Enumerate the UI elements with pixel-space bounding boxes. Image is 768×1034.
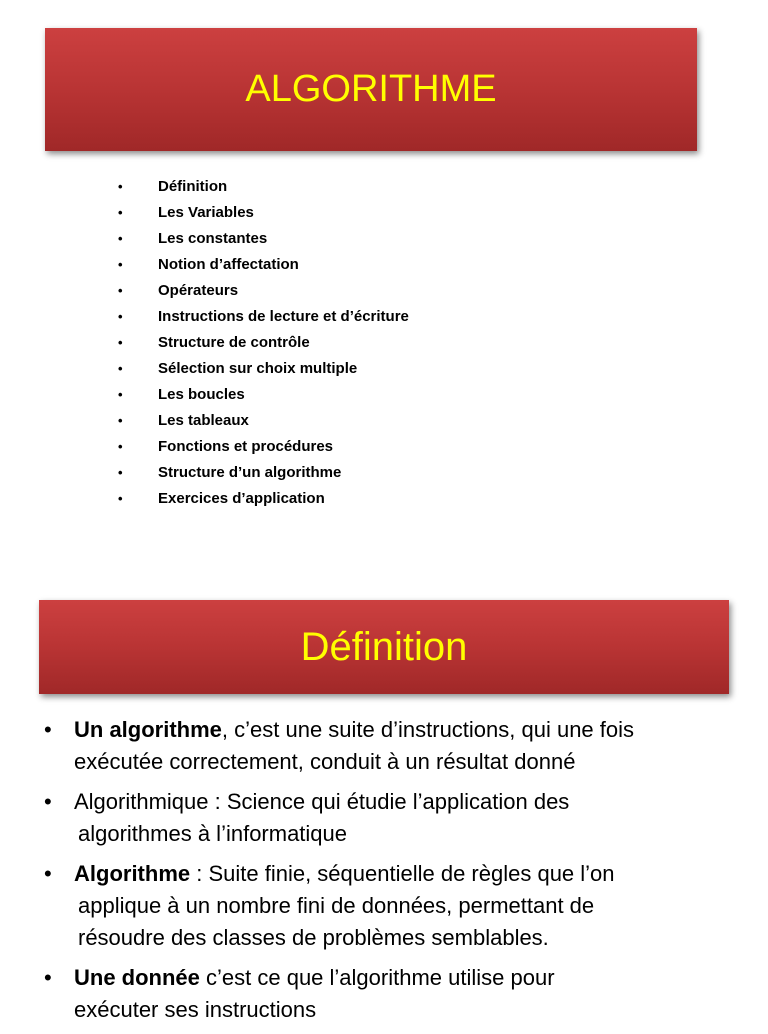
list-item-label: Sélection sur choix multiple	[158, 359, 358, 377]
bullet-icon: •	[118, 308, 123, 324]
list-item	[118, 251, 409, 277]
list-item	[118, 329, 409, 355]
list-item-label: Exercices d’application	[158, 489, 325, 507]
definition-item	[44, 714, 744, 778]
definition-banner	[39, 600, 729, 694]
list-item	[118, 303, 409, 329]
definition-item	[44, 962, 744, 1026]
bullet-icon: •	[118, 178, 123, 194]
definition-text: , c’est une suite d’instructions, qui une fois	[221, 717, 635, 742]
bullet-icon: •	[44, 861, 52, 886]
list-item-label: Notion d’affectation	[158, 255, 299, 273]
term: Un algorithme	[74, 717, 222, 742]
definition-text-cont: applique à un nombre fini de données, permettant de	[78, 893, 595, 918]
list-item-label: Définition	[158, 177, 228, 195]
contents-list	[118, 173, 409, 511]
bullet-icon: •	[118, 464, 123, 480]
slide-title: ALGORITHME	[245, 68, 497, 110]
bullet-icon: •	[118, 334, 123, 350]
list-item	[118, 355, 409, 381]
list-item	[118, 485, 409, 511]
list-item-label: Les tableaux	[158, 411, 249, 429]
list-item-label: Les boucles	[158, 385, 245, 403]
bullet-icon: •	[118, 386, 123, 402]
bullet-icon: •	[44, 717, 52, 742]
definition-text: : Suite finie, séquentielle de règles que l’on	[190, 861, 615, 886]
definition-text: c’est ce que l’algorithme utilise pour	[199, 965, 555, 990]
bullet-icon: •	[118, 412, 123, 428]
bullet-icon: •	[118, 438, 123, 454]
term: Algorithme	[74, 861, 191, 886]
list-item-label: Fonctions et procédures	[158, 437, 334, 455]
list-item	[118, 381, 409, 407]
list-item-label: Structure de contrôle	[158, 333, 310, 351]
definition-text: Algorithmique : Science qui étudie l’application des	[74, 789, 570, 814]
bullet-icon: •	[118, 256, 123, 272]
list-item-label: Opérateurs	[158, 281, 239, 299]
list-item	[118, 225, 409, 251]
list-item-label: Les Variables	[158, 203, 254, 221]
section-title: Définition	[300, 624, 468, 669]
list-item-label: Instructions de lecture et d’écriture	[158, 307, 409, 325]
definition-text-cont: résoudre des classes de problèmes semblables.	[78, 925, 549, 950]
list-item	[118, 459, 409, 485]
definition-list	[44, 714, 744, 1034]
bullet-icon: •	[118, 282, 123, 298]
bullet-icon: •	[44, 965, 52, 990]
definition-text-cont: algorithmes à l’informatique	[78, 821, 348, 846]
bullet-icon: •	[118, 360, 123, 376]
bullet-icon: •	[118, 490, 123, 506]
list-item-label: Structure d’un algorithme	[158, 463, 342, 481]
list-item-label: Les constantes	[158, 229, 268, 247]
definition-item	[44, 786, 744, 850]
definition-text-cont: exécutée correctement, conduit à un résultat donné	[74, 749, 576, 774]
list-item	[118, 407, 409, 433]
title-banner	[45, 28, 697, 151]
list-item	[118, 173, 409, 199]
list-item	[118, 199, 409, 225]
bullet-icon: •	[118, 204, 123, 220]
definition-item	[44, 858, 744, 954]
term: Une donnée	[74, 965, 200, 990]
bullet-icon: •	[44, 789, 52, 814]
list-item	[118, 277, 409, 303]
definition-text-cont: exécuter ses instructions	[74, 997, 317, 1022]
bullet-icon: •	[118, 230, 123, 246]
list-item	[118, 433, 409, 459]
